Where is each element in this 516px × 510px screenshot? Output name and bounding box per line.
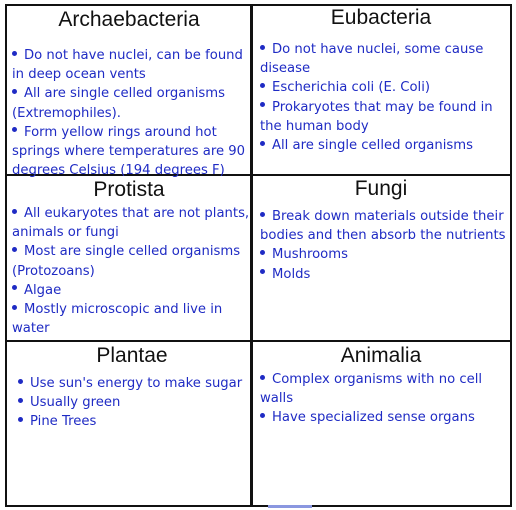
list-item: Prokaryotes that may be found in the human body: [260, 99, 493, 134]
list-item: Form yellow rings around hot springs where temperatures are 90 degrees Celsius (194 degrees F): [12, 124, 246, 179]
bullet-icon: [260, 413, 265, 418]
bullet-icon: [18, 379, 23, 384]
bullet-icon: [260, 212, 265, 217]
list-item: All are single celled organisms (Extremophiles).: [12, 86, 225, 121]
bullet-icon: [260, 250, 265, 255]
list-item: Most are single celled organisms (Protozoans): [12, 244, 241, 279]
bullet-icon: [260, 141, 265, 146]
bullet-icon: [12, 51, 17, 56]
cell-list: [256, 207, 506, 284]
bullet-icon: [12, 127, 17, 132]
cell-list: [8, 204, 250, 338]
list-item: Pine Trees: [14, 412, 250, 431]
row-divider-2: [5, 340, 512, 342]
bullet-icon: [260, 375, 265, 380]
bullet-icon: [18, 417, 23, 422]
list-item: All are single celled organisms: [256, 136, 506, 155]
list-item: Escherichia coli (E. Coli): [256, 78, 506, 97]
bullet-icon: [260, 45, 265, 50]
cell-protista: [8, 178, 250, 340]
bullet-icon: [12, 209, 17, 214]
cell-fungi: [256, 177, 506, 339]
bullet-icon: [18, 398, 23, 403]
list-item: Break down materials outside their bodies and then absorb the nutrients: [260, 209, 506, 244]
list-item: All eukaryotes that are not plants, animals or fungi: [12, 206, 250, 241]
bullet-icon: [12, 285, 17, 290]
list-item: Use sun's energy to make sugar: [14, 374, 250, 393]
column-divider: [250, 4, 253, 507]
bullet-icon: [12, 247, 17, 252]
list-item: Molds: [256, 265, 506, 284]
list-item: Algae: [8, 281, 250, 300]
cell-list: [8, 46, 250, 180]
bullet-icon: [12, 89, 17, 94]
cell-title: Protista: [93, 178, 165, 201]
cell-title: Plantae: [96, 344, 168, 367]
bullet-icon: [260, 102, 265, 107]
list-item: Have specialized sense organs: [256, 408, 506, 427]
bullet-icon: [260, 83, 265, 88]
cell-eubacteria: [256, 6, 506, 172]
cell-list: [256, 40, 506, 155]
cell-animalia: [256, 344, 506, 504]
cell-title: Animalia: [340, 344, 422, 367]
bottom-artifact: [268, 505, 312, 508]
cell-list: [256, 370, 506, 428]
list-item: Complex organisms with no cell walls: [260, 372, 483, 407]
cell-list: [14, 374, 250, 432]
list-item: Do not have nuclei, can be found in deep ocean vents: [12, 48, 243, 83]
cell-title: Fungi: [354, 177, 408, 200]
list-item: Mushrooms: [256, 245, 506, 264]
list-item: Usually green: [14, 393, 250, 412]
list-item: Mostly microscopic and live in water: [12, 302, 223, 337]
bullet-icon: [12, 305, 17, 310]
list-item: Do not have nuclei, some cause disease: [260, 42, 484, 77]
cell-title: Archaebacteria: [58, 8, 200, 31]
cell-archaebacteria: [8, 8, 250, 179]
cell-title: Eubacteria: [330, 6, 432, 29]
bullet-icon: [260, 269, 265, 274]
cell-plantae: [14, 344, 250, 504]
